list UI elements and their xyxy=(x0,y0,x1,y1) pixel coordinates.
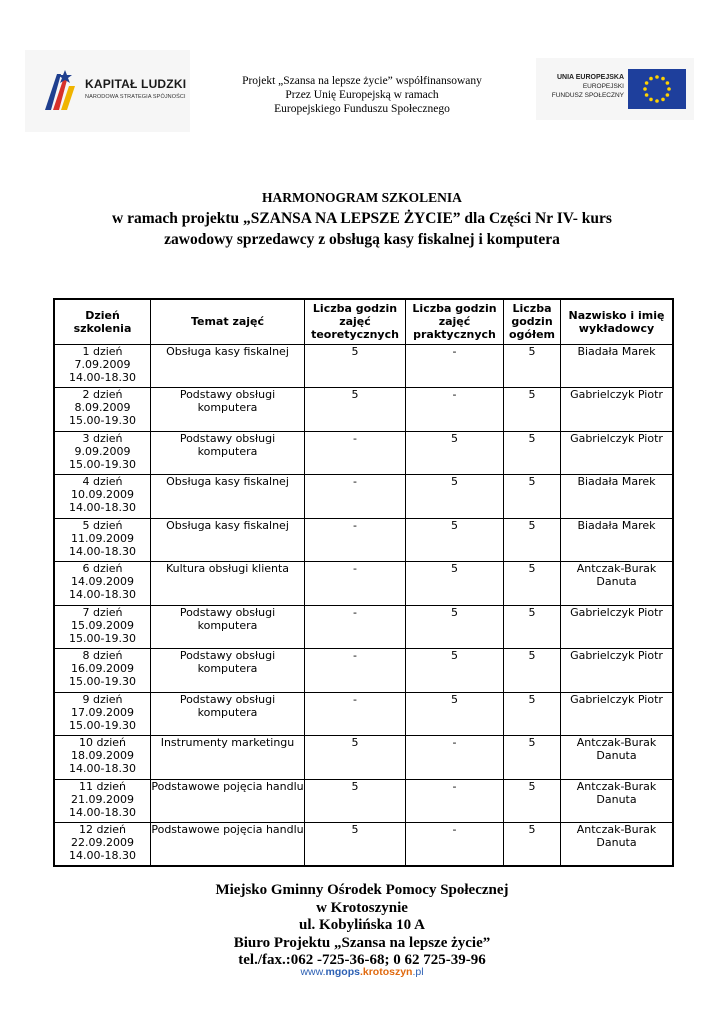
day-time: 14.00-18.30 xyxy=(69,849,136,862)
topic-text: Obsługa kasy fiskalnej xyxy=(166,475,289,488)
cell-practice: 5 xyxy=(406,431,504,475)
eu-line1: UNIA EUROPEJSKA xyxy=(556,74,624,81)
cell-practice: - xyxy=(406,736,504,780)
cell-day xyxy=(54,475,151,519)
kapital-ludzki-subtitle: NARODOWA STRATEGIA SPÓJNOŚCI xyxy=(85,94,186,100)
day-time: 14.00-18.30 xyxy=(69,370,136,384)
topic-text: Podstawy obsługi komputera xyxy=(179,649,276,675)
cell-day xyxy=(54,649,151,693)
topic-text: Obsługa kasy fiskalnej xyxy=(166,344,289,358)
day-date: 14.09.2009 xyxy=(71,575,134,588)
day-label: 1 dzień xyxy=(82,344,123,358)
cell-day xyxy=(54,605,151,649)
cell-day xyxy=(54,344,151,388)
day-date: 7.09.2009 xyxy=(74,357,131,371)
cell-day xyxy=(54,823,151,867)
day-date: 18.09.2009 xyxy=(71,749,134,762)
project-line: Projekt „Szansa na lepsze życie” współfinansowany xyxy=(242,75,482,87)
table-header-row xyxy=(54,299,673,344)
day-date: 10.09.2009 xyxy=(71,488,134,501)
table-row xyxy=(54,388,673,432)
cell-total: 5 xyxy=(504,823,561,867)
topic-text: Kultura obsługi klienta xyxy=(165,562,290,575)
cell-lecturer: Biadała Marek xyxy=(561,344,674,388)
cell-day xyxy=(54,388,151,432)
cell-theory: - xyxy=(305,475,406,519)
topic-text: Obsługa kasy fiskalnej xyxy=(166,518,289,532)
table-row xyxy=(54,605,673,649)
kapital-ludzki-emblem-icon xyxy=(41,66,81,116)
topic-text: Instrumenty marketingu xyxy=(160,736,295,749)
cell-day xyxy=(54,518,151,562)
cell-lecturer: Antczak-Burak Danuta xyxy=(561,823,674,867)
cell-practice: 5 xyxy=(406,475,504,519)
table-row xyxy=(54,518,673,562)
footer-line: w Krotoszynie xyxy=(316,899,408,916)
cell-topic xyxy=(151,518,305,562)
table-row xyxy=(54,736,673,780)
cell-total: 5 xyxy=(504,475,561,519)
table-row xyxy=(54,344,673,388)
footer-line: ul. Kobylińska 10 A xyxy=(299,917,425,933)
day-time: 14.00-18.30 xyxy=(69,762,136,775)
website-part: .pl xyxy=(412,966,424,978)
cell-lecturer: Biadała Marek xyxy=(561,475,674,519)
cell-total: 5 xyxy=(504,518,561,562)
cell-total: 5 xyxy=(504,344,561,388)
cell-topic xyxy=(151,736,305,780)
header-practice: Liczba godzin zajęć praktycznych xyxy=(406,299,504,344)
cell-total: 5 xyxy=(504,562,561,606)
day-label: 4 dzień xyxy=(82,475,123,488)
day-time: 15.00-19.30 xyxy=(69,631,136,645)
cell-day xyxy=(54,692,151,736)
day-label: 7 dzień xyxy=(82,605,123,619)
title-line2: w ramach projektu „SZANSA NA LEPSZE ŻYCIE” dla Części Nr IV- kurs xyxy=(112,210,612,227)
cell-practice: 5 xyxy=(406,692,504,736)
header-total: Liczba godzin ogółem xyxy=(504,299,561,344)
cell-topic xyxy=(151,823,305,867)
eu-line2: EUROPEJSKI xyxy=(582,83,624,90)
website-part: mgops xyxy=(325,966,360,978)
day-date: 16.09.2009 xyxy=(71,662,134,675)
day-date: 22.09.2009 xyxy=(71,836,134,849)
day-time: 14.00-18.30 xyxy=(69,544,136,558)
cell-total: 5 xyxy=(504,736,561,780)
cell-topic xyxy=(151,605,305,649)
cell-topic xyxy=(151,779,305,823)
header-theory: Liczba godzin zajęć teoretycznych xyxy=(305,299,406,344)
footer-address xyxy=(120,882,604,970)
table-row xyxy=(54,431,673,475)
day-label: 9 dzień xyxy=(82,692,123,706)
topic-text: Podstawowe pojęcia handlu xyxy=(151,823,304,836)
cell-theory: - xyxy=(305,605,406,649)
topic-text: Podstawowe pojęcia handlu xyxy=(151,779,304,793)
cell-topic xyxy=(151,431,305,475)
cell-theory: - xyxy=(305,562,406,606)
eu-flag-icon xyxy=(628,69,686,109)
eu-line3: FUNDUSZ SPOŁECZNY xyxy=(551,92,624,99)
topic-text: Podstawy obsługi komputera xyxy=(179,605,276,632)
day-time: 14.00-18.30 xyxy=(69,588,136,601)
topic-text: Podstawy obsługi komputera xyxy=(179,692,276,719)
cell-theory: 5 xyxy=(305,779,406,823)
cell-practice: 5 xyxy=(406,562,504,606)
cell-theory: 5 xyxy=(305,823,406,867)
footer-line: Miejsko Gminny Ośrodek Pomocy Społecznej xyxy=(215,882,509,898)
footer-line: tel./fax.:062 -725-36-68; 0 62 725-39-96 xyxy=(238,952,486,968)
cell-topic xyxy=(151,475,305,519)
kapital-ludzki-logo xyxy=(25,50,190,132)
day-date: 11.09.2009 xyxy=(71,531,134,545)
day-label: 3 dzień xyxy=(82,431,123,445)
table-row xyxy=(54,649,673,693)
document-title xyxy=(60,187,664,250)
topic-text: Podstawy obsługi komputera xyxy=(179,388,276,414)
eu-logo-text xyxy=(544,73,624,100)
cell-total: 5 xyxy=(504,431,561,475)
cell-lecturer: Gabrielczyk Piotr xyxy=(561,692,674,736)
day-label: 6 dzień xyxy=(82,562,123,575)
day-time: 14.00-18.30 xyxy=(69,805,136,819)
cell-total: 5 xyxy=(504,779,561,823)
table-row xyxy=(54,692,673,736)
cell-theory: - xyxy=(305,692,406,736)
cell-theory: 5 xyxy=(305,344,406,388)
cell-theory: - xyxy=(305,431,406,475)
day-label: 10 dzień xyxy=(78,736,127,749)
topic-text: Podstawy obsługi komputera xyxy=(179,431,276,458)
cell-lecturer: Antczak-Burak Danuta xyxy=(561,562,674,606)
schedule-body xyxy=(54,344,673,866)
cell-lecturer: Gabrielczyk Piotr xyxy=(561,388,674,432)
header-lecturer: Nazwisko i imię wykładowcy xyxy=(561,299,674,344)
header-topic: Temat zajęć xyxy=(151,299,305,344)
cell-day xyxy=(54,736,151,780)
cell-practice: - xyxy=(406,823,504,867)
cell-topic xyxy=(151,692,305,736)
cell-practice: - xyxy=(406,388,504,432)
header-day: Dzień szkolenia xyxy=(54,299,151,344)
day-label: 12 dzień xyxy=(78,823,127,836)
table-row xyxy=(54,475,673,519)
cell-theory: - xyxy=(305,649,406,693)
day-date: 21.09.2009 xyxy=(71,792,134,806)
project-line: Europejskiego Funduszu Społecznego xyxy=(274,103,450,115)
website-part: .krotoszyn xyxy=(359,966,413,978)
project-line: Przez Unię Europejską w ramach xyxy=(285,89,439,101)
eu-logo xyxy=(536,58,694,120)
day-date: 8.09.2009 xyxy=(74,401,131,414)
title-line1: HARMONOGRAM SZKOLENIA xyxy=(262,190,462,205)
cell-total: 5 xyxy=(504,649,561,693)
website-part: www. xyxy=(300,966,326,978)
table-row xyxy=(54,823,673,867)
day-date: 9.09.2009 xyxy=(74,444,131,458)
cell-total: 5 xyxy=(504,388,561,432)
cell-topic xyxy=(151,344,305,388)
schedule-table xyxy=(53,298,674,867)
cell-lecturer: Gabrielczyk Piotr xyxy=(561,431,674,475)
day-label: 11 dzień xyxy=(78,779,127,793)
cell-theory: 5 xyxy=(305,736,406,780)
cell-total: 5 xyxy=(504,605,561,649)
cell-practice: 5 xyxy=(406,649,504,693)
day-time: 14.00-18.30 xyxy=(69,501,136,514)
cell-topic xyxy=(151,562,305,606)
table-row xyxy=(54,779,673,823)
cell-theory: 5 xyxy=(305,388,406,432)
cell-topic xyxy=(151,649,305,693)
cell-lecturer: Antczak-Burak Danuta xyxy=(561,779,674,823)
day-label: 2 dzień xyxy=(82,388,123,401)
day-label: 5 dzień xyxy=(82,518,123,532)
day-date: 17.09.2009 xyxy=(71,705,134,719)
day-time: 15.00-19.30 xyxy=(69,718,136,732)
cell-topic xyxy=(151,388,305,432)
day-time: 15.00-19.30 xyxy=(69,675,136,688)
website-link[interactable] xyxy=(200,966,524,978)
cell-day xyxy=(54,562,151,606)
day-time: 15.00-19.30 xyxy=(69,414,136,427)
cell-lecturer: Antczak-Burak Danuta xyxy=(561,736,674,780)
cell-lecturer: Biadała Marek xyxy=(561,518,674,562)
cell-practice: 5 xyxy=(406,605,504,649)
cell-theory: - xyxy=(305,518,406,562)
cell-lecturer: Gabrielczyk Piotr xyxy=(561,605,674,649)
cell-total: 5 xyxy=(504,692,561,736)
cell-practice: 5 xyxy=(406,518,504,562)
cell-practice: - xyxy=(406,344,504,388)
title-line3: zawodowy sprzedawcy z obsługą kasy fiskalnej i komputera xyxy=(164,231,560,248)
cell-day xyxy=(54,431,151,475)
project-header xyxy=(200,74,524,116)
footer-line: Biuro Projektu „Szansa na lepsze życie” xyxy=(233,934,491,951)
cell-day xyxy=(54,779,151,823)
table-row xyxy=(54,562,673,606)
cell-lecturer: Gabrielczyk Piotr xyxy=(561,649,674,693)
day-time: 15.00-19.30 xyxy=(69,457,136,471)
kapital-ludzki-title: KAPITAŁ LUDZKI xyxy=(85,77,187,91)
day-label: 8 dzień xyxy=(82,649,123,662)
cell-practice: - xyxy=(406,779,504,823)
day-date: 15.09.2009 xyxy=(71,618,134,632)
